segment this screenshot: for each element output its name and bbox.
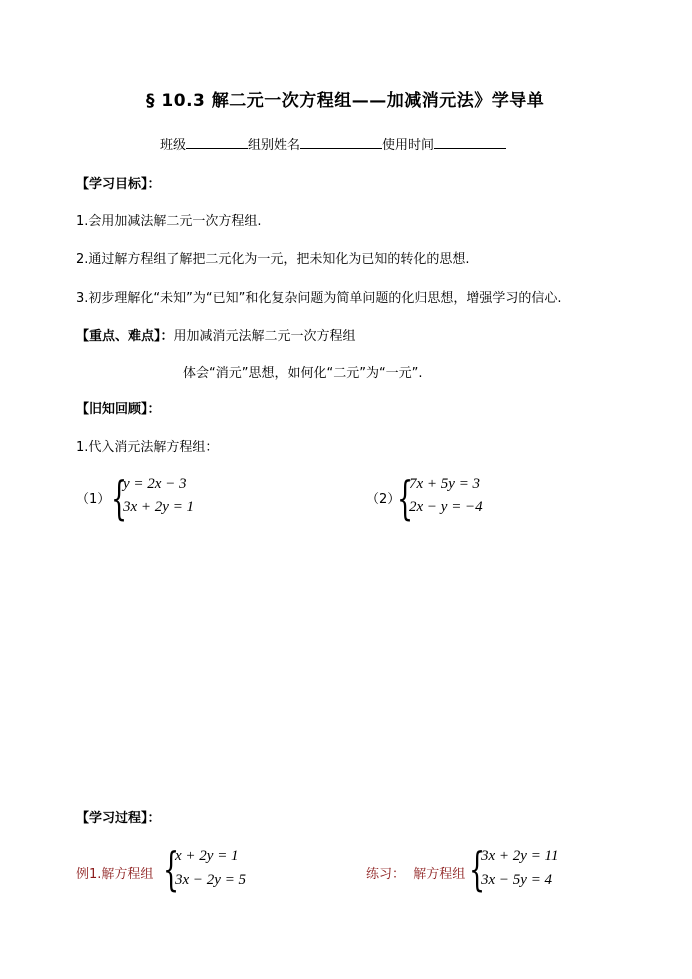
left-brace-icon: {: [397, 471, 414, 525]
objectives-heading: 【学习目标】：: [76, 177, 161, 192]
process-heading: 【学习过程】：: [76, 811, 161, 826]
time-label: 使用时间: [382, 138, 435, 153]
practice-task: 解方程组: [413, 867, 466, 882]
equation: y = 2x − 3: [123, 476, 187, 492]
equation: 2x − y = −4: [409, 499, 483, 515]
group-label: 组别姓名: [248, 138, 301, 153]
problem-2-label: （2）: [366, 492, 401, 507]
objective-item-2: 2.通过解方程组了解把二元化为一元，把未知化为已知的转化的思想.: [76, 252, 470, 267]
practice-prefix: 练习：: [366, 867, 406, 882]
equation: x + 2y = 1: [175, 848, 239, 864]
example-label: 例1.解方程组: [76, 867, 154, 882]
key-points-line: [76, 325, 356, 344]
practice-label: [366, 863, 465, 882]
page-title: § 10.3 解二元一次方程组——加减消元法》学导单: [146, 91, 545, 111]
key-point-2: 体会“消元”思想，如何化“二元”为“一元”.: [183, 366, 423, 381]
objective-item-3: 3.初步理解化“未知”为“已知”和化复杂问题为简单问题的化归思想，增强学习的信心.: [76, 291, 562, 306]
group-name-blank[interactable]: [300, 134, 382, 149]
objective-item-1: 1.会用加减法解二元一次方程组.: [76, 214, 262, 229]
equation: 3x + 2y = 1: [123, 499, 195, 515]
key-points-heading: 【重点、难点】：: [76, 329, 174, 344]
left-brace-icon: {: [469, 842, 486, 896]
review-heading: 【旧知回顾】：: [76, 402, 161, 417]
class-blank[interactable]: [186, 134, 248, 149]
left-brace-icon: {: [163, 842, 180, 896]
class-label: 班级: [160, 138, 187, 153]
key-point-1: 用加减消元法解二元一次方程组: [173, 329, 356, 344]
equation: 7x + 5y = 3: [409, 476, 481, 492]
equation: 3x − 2y = 5: [175, 872, 247, 888]
equation: 3x − 5y = 4: [481, 872, 553, 888]
time-blank[interactable]: [434, 134, 506, 149]
info-line: [160, 134, 506, 153]
equation: 3x + 2y = 11: [481, 848, 559, 864]
review-item: 1.代入消元法解方程组：: [76, 440, 219, 455]
left-brace-icon: {: [111, 471, 128, 525]
problem-1-label: （1）: [76, 492, 111, 507]
